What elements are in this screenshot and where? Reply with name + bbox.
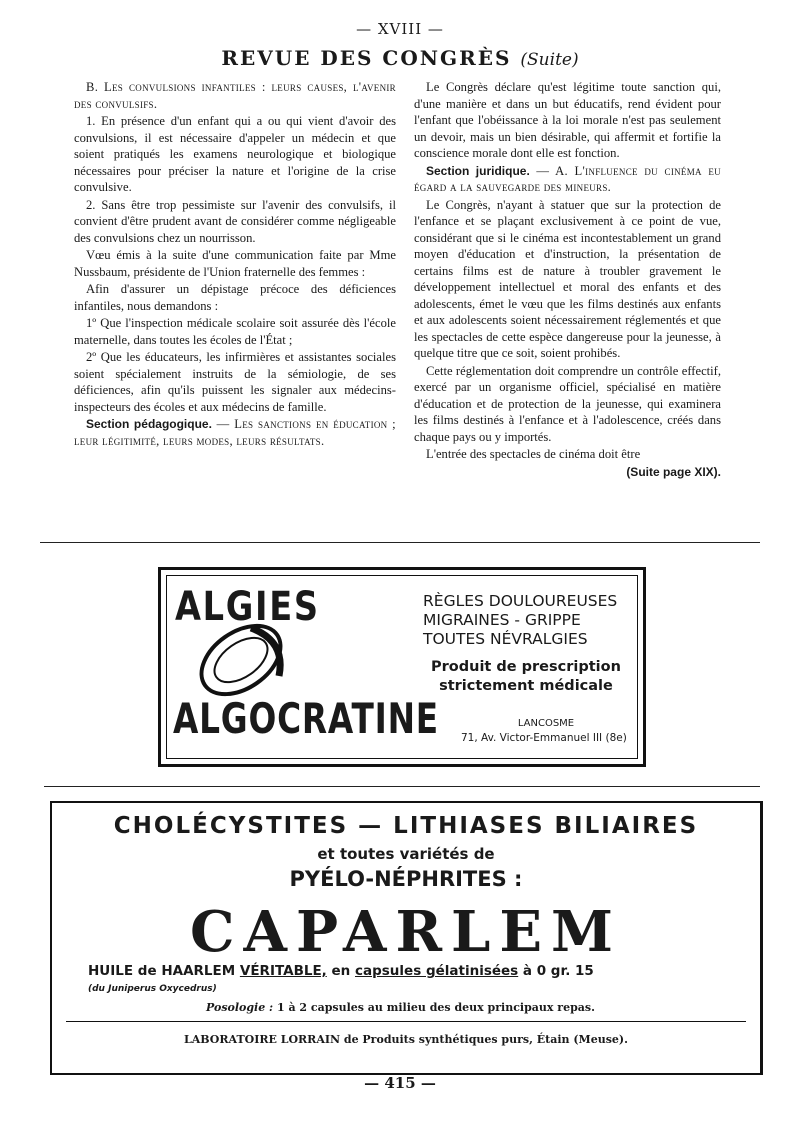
ad-address: 71, Av. Victor-Emmanuel III (8e) bbox=[461, 732, 627, 744]
left-paragraph-6: 1º Que l'inspection médicale scolaire soit assurée dès l'école maternelle, dans toutes les écoles de l'État ; bbox=[74, 316, 396, 347]
right-paragraph-2-text: — A. L'influence du cinéma eu égard a la sauvegarde des mineurs. bbox=[414, 163, 721, 194]
page-roman-numeral: — XVIII — bbox=[356, 20, 444, 38]
ad2-indications: CHOLÉCYSTITES — LITHIASES BILIAIRES bbox=[113, 813, 699, 839]
left-paragraph-4: Vœu émis à la suite d'une communication faite par Mme Nussbaum, présidente de l'Union fraternelle des femmes : bbox=[74, 248, 396, 279]
ad-rx-line-2: strictement médicale bbox=[439, 678, 613, 694]
ad-rx-line-1: Produit de prescription bbox=[431, 659, 621, 675]
ad-laboratory: LANCOSME bbox=[517, 718, 575, 729]
ad2-posology bbox=[206, 1001, 595, 1014]
ad2-posology-text: 1 à 2 capsules au milieu des deux principaux repas. bbox=[273, 1001, 595, 1014]
title-suite: (Suite) bbox=[520, 50, 579, 70]
ad2-posology-label: Posologie : bbox=[206, 1001, 274, 1014]
section-heading-juridique: Section juridique. bbox=[426, 163, 530, 178]
right-paragraph-2 bbox=[414, 163, 721, 196]
left-paragraph-7: 2º Que les éducateurs, les infirmières et assistantes sociales soient spécialement instruits de la sémiologie, de ses déficiences, afin qu'ils puissent les signaler aux médecins-inspecteurs des écoles et aux médecins de famille. bbox=[74, 350, 396, 414]
left-paragraph-8-text: — Les sanctions en éducation ; leur légitimité, leurs modes, leurs résultats. bbox=[74, 417, 396, 448]
left-paragraph-8 bbox=[74, 416, 396, 449]
section-heading-pedagogique: Section pédagogique. bbox=[86, 417, 212, 431]
left-paragraph-1: B. Les convulsions infantiles : leurs causes, l'avenir des convulsifs. bbox=[74, 80, 396, 111]
caparlem-advertisement bbox=[50, 801, 763, 1075]
right-column bbox=[414, 79, 721, 480]
right-paragraph-5: L'entrée des spectacles de cinéma doit être bbox=[426, 447, 641, 461]
page-number: — 415 — bbox=[364, 1074, 436, 1092]
ad2-subline: et toutes variétés de bbox=[317, 845, 495, 863]
ad2-huile-c: en bbox=[326, 963, 355, 979]
left-paragraph-5: Afin d'assurer un dépistage précoce des déficiences infantiles, nous demandons : bbox=[74, 282, 396, 313]
title-text: REVUE DES CONGRÈS bbox=[221, 46, 512, 70]
ad2-inner-rule bbox=[66, 1021, 746, 1022]
ad2-species: (du Juniperus Oxycedrus) bbox=[88, 984, 217, 994]
ad-brand-algocratine: ALGOCRATINE bbox=[173, 694, 439, 743]
ad-prescription-note bbox=[431, 658, 621, 696]
capsule-plate-icon bbox=[191, 606, 291, 706]
right-paragraph-4: Cette réglementation doit comprendre un contrôle effectif, exercé par un organisme officiel, spécialisé en matière d'éducation et de protection de la jeunesse, qui examinera les films destinés à l'enfance et à l'adolescence, créés dans chaque pays ou y importés. bbox=[414, 363, 721, 444]
ad2-huile-e: à 0 gr. 15 bbox=[518, 963, 594, 979]
left-column bbox=[74, 79, 396, 450]
left-paragraph-2: 1. En présence d'un enfant qui a ou qui vient d'avoir des convulsions, il est nécessaire d'appeler un médecin et que soient pratiqués les examens neurologique et biologique nécessaires pour préciser la nature et l'origine de la crise convulsive. bbox=[74, 114, 396, 194]
ad2-laboratory: LABORATOIRE LORRAIN de Produits synthétiques purs, Étain (Meuse). bbox=[184, 1033, 628, 1046]
ad2-brand-caparlem: CAPARLEM bbox=[189, 899, 623, 965]
ad2-composition bbox=[88, 963, 594, 979]
ad2-nephrites: PYÉLO-NÉPHRITES : bbox=[289, 867, 523, 891]
ad-brand-algies: ALGIES bbox=[175, 584, 320, 630]
ad2-huile-d: capsules gélatinisées bbox=[355, 963, 519, 979]
divider-rule-2 bbox=[44, 786, 760, 787]
right-paragraph-1: Le Congrès déclare qu'est légitime toute sanction qui, d'une manière et dans un but éducatifs, rend évident pour l'enfant que l'obéissance à la loi morale n'est pas seulement un devoir, mais un bien désirable, qui affermit et fortifie la conscience morale dont elle est fonction. bbox=[414, 80, 721, 160]
divider-rule bbox=[40, 542, 760, 543]
ad-indication-1: RÈGLES DOULOUREUSES bbox=[423, 592, 618, 610]
algocratine-advertisement bbox=[158, 567, 646, 767]
section-title bbox=[0, 46, 800, 70]
ad2-huile-b: VÉRITABLE, bbox=[239, 963, 327, 979]
left-paragraph-3: 2. Sans être trop pessimiste sur l'avenir des convulsifs, il convient d'être prudent avant de considérer comme négligeable des convulsions chez un nourrisson. bbox=[74, 197, 396, 245]
right-paragraph-3: Le Congrès, n'ayant à statuer que sur la protection de l'enfance et se plaçant exclusivement à ce point de vue, considérant que si le cinéma est incontestablement un grand moyen d'éducation et d'instruction, la présentation de certains films est de nature à troubler gravement le développement intellectuel et moral des enfants et des adolescents, émet le vœu que les films destinés aux enfants et aux adolescents soient nécessairement réglementés et que les spectacles de cette espèce dangereuse pour la jeunesse, à quelque titre que ce soit, soient prohibés. bbox=[414, 197, 721, 360]
ad-indication-3: TOUTES NÉVRALGIES bbox=[423, 630, 588, 648]
ad2-huile-a: HUILE de HAARLEM bbox=[88, 963, 240, 979]
continued-note: (Suite page XIX). bbox=[626, 464, 721, 479]
ad-indication-2: MIGRAINES - GRIPPE bbox=[423, 611, 581, 629]
ad-indications bbox=[423, 592, 617, 649]
